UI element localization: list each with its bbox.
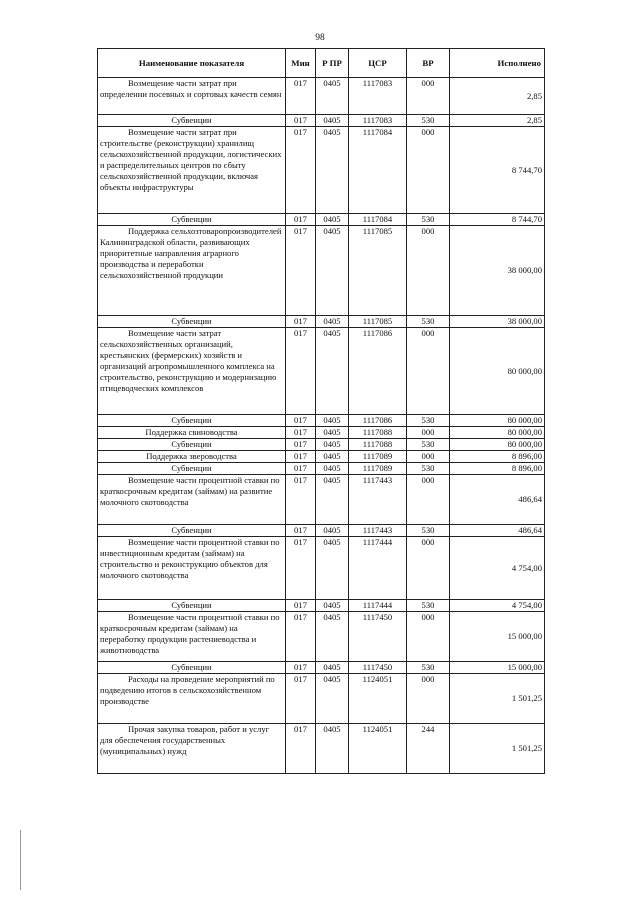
cell-name: Возмещение части затрат при строительстве (реконструкции) хранилищ сельскохозяйственной продукции, логистических и распределительных центров по сбыту сельскохозяйственной продукции, включая объекты инфраструктуры (98, 127, 286, 214)
cell-vr: 530 (407, 439, 450, 451)
table-row-subtotal (98, 427, 545, 439)
cell-csr: 1117083 (349, 78, 407, 115)
table-row (98, 674, 545, 724)
cell-name: Возмещение части процентной ставки по краткосрочным кредитам (займам) на развитие молочного скотоводства (98, 475, 286, 525)
cell-min: 017 (286, 78, 316, 115)
cell-csr: 1117444 (349, 537, 407, 600)
cell-rpr: 0405 (316, 525, 349, 537)
cell-value: 4 754,00 (450, 537, 545, 600)
cell-rpr: 0405 (316, 724, 349, 774)
cell-name: Возмещение части процентной ставки по краткосрочным кредитам (займам) на переработку продукции растениеводства и животноводства (98, 612, 286, 662)
cell-min: 017 (286, 674, 316, 724)
cell-name: Поддержка свиноводства (98, 427, 286, 439)
cell-rpr: 0405 (316, 537, 349, 600)
cell-min: 017 (286, 439, 316, 451)
cell-vr: 000 (407, 78, 450, 115)
cell-rpr: 0405 (316, 612, 349, 662)
cell-rpr: 0405 (316, 674, 349, 724)
cell-rpr: 0405 (316, 214, 349, 226)
header-row (98, 49, 545, 78)
cell-vr: 530 (407, 415, 450, 427)
cell-csr: 1117443 (349, 525, 407, 537)
cell-rpr: 0405 (316, 226, 349, 316)
header-rpr: Р ПР (316, 49, 349, 78)
cell-name: Субвенции (98, 662, 286, 674)
table-row (98, 127, 545, 214)
table-row-subtotal (98, 316, 545, 328)
cell-csr: 1117085 (349, 226, 407, 316)
table-row-subtotal (98, 415, 545, 427)
cell-value: 80 000,00 (450, 439, 545, 451)
cell-vr: 000 (407, 328, 450, 415)
cell-min: 017 (286, 328, 316, 415)
cell-vr: 530 (407, 115, 450, 127)
cell-min: 017 (286, 662, 316, 674)
cell-value: 8 896,00 (450, 451, 545, 463)
cell-min: 017 (286, 316, 316, 328)
table-row (98, 328, 545, 415)
cell-csr: 1117443 (349, 475, 407, 525)
cell-vr: 000 (407, 612, 450, 662)
cell-value: 8 896,00 (450, 463, 545, 475)
cell-rpr: 0405 (316, 127, 349, 214)
table-row-subtotal (98, 115, 545, 127)
cell-min: 017 (286, 127, 316, 214)
cell-name: Субвенции (98, 525, 286, 537)
cell-min: 017 (286, 600, 316, 612)
cell-min: 017 (286, 475, 316, 525)
cell-min: 017 (286, 115, 316, 127)
cell-value: 2,85 (450, 115, 545, 127)
cell-min: 017 (286, 537, 316, 600)
cell-min: 017 (286, 226, 316, 316)
cell-csr: 1117089 (349, 463, 407, 475)
cell-rpr: 0405 (316, 427, 349, 439)
cell-value: 8 744,70 (450, 214, 545, 226)
table-row (98, 475, 545, 525)
cell-value: 80 000,00 (450, 427, 545, 439)
cell-csr: 1117088 (349, 439, 407, 451)
cell-name: Субвенции (98, 115, 286, 127)
table-row-subtotal (98, 600, 545, 612)
cell-min: 017 (286, 463, 316, 475)
cell-name: Субвенции (98, 415, 286, 427)
cell-name: Поддержка звероводства (98, 451, 286, 463)
cell-csr: 1117084 (349, 214, 407, 226)
cell-vr: 530 (407, 463, 450, 475)
cell-vr: 000 (407, 475, 450, 525)
cell-csr: 1124051 (349, 674, 407, 724)
table-row-subtotal (98, 451, 545, 463)
cell-vr: 000 (407, 674, 450, 724)
cell-name: Возмещение части затрат при определении посевных и сортовых качеств семян (98, 78, 286, 115)
cell-value: 1 501,25 (450, 674, 545, 724)
cell-csr: 1117086 (349, 415, 407, 427)
budget-table (97, 48, 545, 774)
page-number: 98 (315, 33, 325, 43)
cell-vr: 530 (407, 214, 450, 226)
cell-vr: 000 (407, 537, 450, 600)
table-row-subtotal (98, 525, 545, 537)
table-row-subtotal (98, 662, 545, 674)
cell-min: 017 (286, 427, 316, 439)
cell-csr: 1117084 (349, 127, 407, 214)
cell-min: 017 (286, 451, 316, 463)
cell-rpr: 0405 (316, 463, 349, 475)
cell-name: Возмещение части затрат сельскохозяйственных организаций, крестьянских (фермерских) хозяйств и организаций агропромышленного комплекса на строительство, реконструкцию и модернизацию птицеводческих комплексов (98, 328, 286, 415)
header-min: Мин (286, 49, 316, 78)
cell-name: Расходы на проведение мероприятий по подведению итогов в сельскохозяйственном производстве (98, 674, 286, 724)
cell-rpr: 0405 (316, 475, 349, 525)
table-row (98, 612, 545, 662)
cell-min: 017 (286, 612, 316, 662)
cell-name: Субвенции (98, 316, 286, 328)
cell-vr: 244 (407, 724, 450, 774)
cell-rpr: 0405 (316, 439, 349, 451)
cell-csr: 1117086 (349, 328, 407, 415)
cell-name: Субвенции (98, 214, 286, 226)
cell-name: Поддержка сельхозтоваропроизводителей Калининградской области, развивающих приоритетные направления аграрного производства и переработки сельскохозяйственной продукции (98, 226, 286, 316)
header-name: Наименование показателя (98, 49, 286, 78)
cell-vr: 000 (407, 451, 450, 463)
table-row (98, 537, 545, 600)
cell-value: 38 000,00 (450, 226, 545, 316)
cell-value: 8 744,70 (450, 127, 545, 214)
table-row (98, 78, 545, 115)
cell-name: Субвенции (98, 439, 286, 451)
cell-rpr: 0405 (316, 415, 349, 427)
cell-min: 017 (286, 214, 316, 226)
cell-csr: 1117450 (349, 612, 407, 662)
cell-vr: 000 (407, 127, 450, 214)
cell-rpr: 0405 (316, 600, 349, 612)
cell-rpr: 0405 (316, 316, 349, 328)
cell-csr: 1117089 (349, 451, 407, 463)
cell-name: Возмещение части процентной ставки по инвестиционным кредитам (займам) на строительство и реконструкцию объектов для молочного скотоводства (98, 537, 286, 600)
cell-rpr: 0405 (316, 328, 349, 415)
header-csr: ЦСР (349, 49, 407, 78)
table-row-subtotal (98, 439, 545, 451)
cell-vr: 000 (407, 427, 450, 439)
scan-edge-mark (20, 830, 21, 890)
cell-csr: 1117085 (349, 316, 407, 328)
header-vr: ВР (407, 49, 450, 78)
cell-min: 017 (286, 415, 316, 427)
cell-name: Субвенции (98, 600, 286, 612)
table-row (98, 226, 545, 316)
cell-vr: 530 (407, 600, 450, 612)
cell-vr: 000 (407, 226, 450, 316)
cell-value: 486,64 (450, 475, 545, 525)
cell-csr: 1117088 (349, 427, 407, 439)
cell-min: 017 (286, 525, 316, 537)
cell-min: 017 (286, 724, 316, 774)
cell-value: 2,85 (450, 78, 545, 115)
cell-value: 80 000,00 (450, 328, 545, 415)
cell-rpr: 0405 (316, 451, 349, 463)
cell-vr: 530 (407, 525, 450, 537)
cell-value: 486,64 (450, 525, 545, 537)
cell-value: 4 754,00 (450, 600, 545, 612)
cell-value: 38 000,00 (450, 316, 545, 328)
cell-value: 80 000,00 (450, 415, 545, 427)
table-row-subtotal (98, 214, 545, 226)
cell-csr: 1117450 (349, 662, 407, 674)
cell-rpr: 0405 (316, 115, 349, 127)
header-value: Исполнено (450, 49, 545, 78)
cell-value: 15 000,00 (450, 612, 545, 662)
cell-rpr: 0405 (316, 78, 349, 115)
cell-vr: 530 (407, 316, 450, 328)
cell-value: 1 501,25 (450, 724, 545, 774)
cell-rpr: 0405 (316, 662, 349, 674)
cell-name: Прочая закупка товаров, работ и услуг для обеспечения государственных (муниципальных) нужд (98, 724, 286, 774)
cell-csr: 1124051 (349, 724, 407, 774)
cell-value: 15 000,00 (450, 662, 545, 674)
table-row (98, 724, 545, 774)
cell-csr: 1117444 (349, 600, 407, 612)
cell-csr: 1117083 (349, 115, 407, 127)
cell-vr: 530 (407, 662, 450, 674)
cell-name: Субвенции (98, 463, 286, 475)
table-row-subtotal (98, 463, 545, 475)
